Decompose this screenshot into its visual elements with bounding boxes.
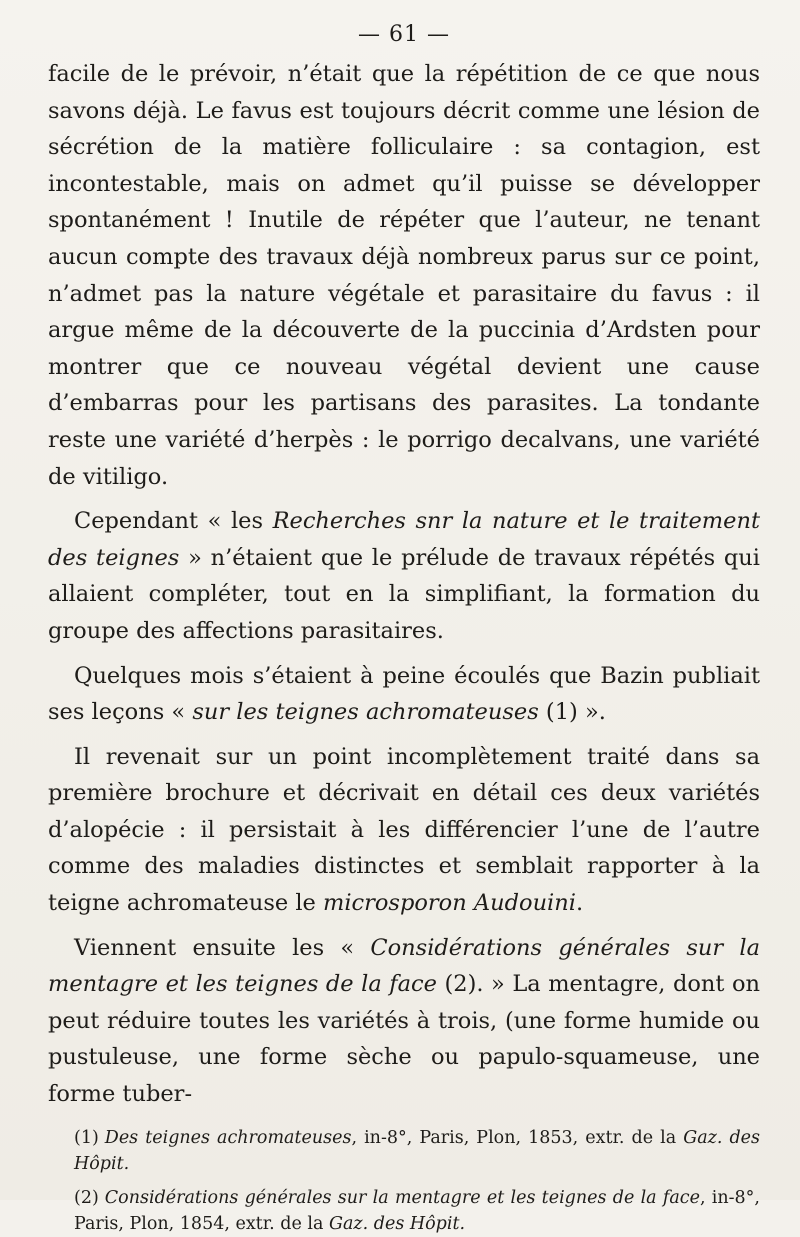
paragraph-3-text-b: (1) ».: [538, 699, 606, 726]
paragraph-4-text-a: Il revenait sur un point incomplètement traité dans sa première brochure et décrivait en détail ces deux variétés d’alopécie : il persistait à les différencier l’une de l’autre comme des maladies distinctes et semblait rapporter à la teigne achromateuse le: [48, 743, 760, 917]
paragraph-4-term: microsporon Audouini: [323, 890, 576, 917]
paragraph-1: facile de le prévoir, n’était que la répétition de ce que nous savons déjà. Le favus est toujours décrit comme une lésion de sécrétion de la matière folliculaire : sa contagion, est incontestable, mais on admet qu’il puisse se développer spontanément ! Inutile de répéter que l’auteur, ne tenant aucun compte des travaux déjà nombreux parus sur ce point, n’admet pas la nature végétale et parasitaire du favus : il argue même de la découverte de la puccinia d’Ardsten pour montrer que ce nouveau végétal devient une cause d’embarras pour les partisans des parasites. La tondante reste une variété d’herpès : le porrigo decalvans, une variété de vitiligo.: [48, 61, 760, 490]
footnote-2-number: (2): [74, 1187, 99, 1208]
body-text: [48, 56, 760, 1113]
footnote-1-details: , in-8°, Paris, Plon, 1853, extr. de la: [351, 1127, 684, 1148]
paragraph-5-text-a: Viennent ensuite les «: [74, 934, 371, 961]
footnote-1: [74, 1125, 760, 1177]
footnote-1-journal: Gaz. des Hôpit.: [74, 1127, 760, 1174]
footnote-2-details: , in-8°, Paris, Plon, 1854, extr. de la: [74, 1187, 760, 1234]
paragraph-5-text-b: (2). » La mentagre, dont on peut réduire toutes les variétés à trois, (une forme humide ou pustuleuse, une forme sèche ou papulo-squameuse, une forme tuber-: [48, 971, 760, 1108]
paragraph-3-title: sur les teignes achromateuses: [192, 699, 539, 726]
footnotes: [48, 1125, 760, 1237]
paragraph-4-text-b: .: [575, 890, 584, 917]
footnote-2-journal: Gaz. des Hôpit.: [329, 1213, 466, 1234]
paragraph-2: [48, 503, 760, 649]
paragraph-2-text-b: » n’étaient que le prélude de travaux répétés qui allaient compléter, tout en la simplifiant, la formation du groupe des affections parasitaires.: [48, 544, 760, 644]
footnote-1-number: (1): [74, 1127, 99, 1148]
paragraph-2-text-a: Cependant « les: [74, 508, 273, 535]
paragraph-3: [48, 658, 760, 731]
paragraph-4: [48, 739, 760, 922]
footnote-2: [74, 1185, 760, 1237]
paragraph-5: [48, 930, 760, 1113]
paragraph-5-title: Considérations générales sur la mentagre et les teignes de la face: [48, 934, 760, 998]
footnote-1-title: Des teignes achromateuses: [104, 1127, 352, 1148]
paragraph-3-text-a: Quelques mois s’étaient à peine écoulés que Bazin publiait ses leçons «: [48, 662, 760, 726]
footnote-2-title: Considérations générales sur la mentagre et les teignes de la face: [104, 1187, 700, 1208]
page-number: — 61 —: [358, 22, 450, 47]
paragraph-2-title: Recherches snr la nature et le traitement des teignes: [48, 508, 760, 571]
